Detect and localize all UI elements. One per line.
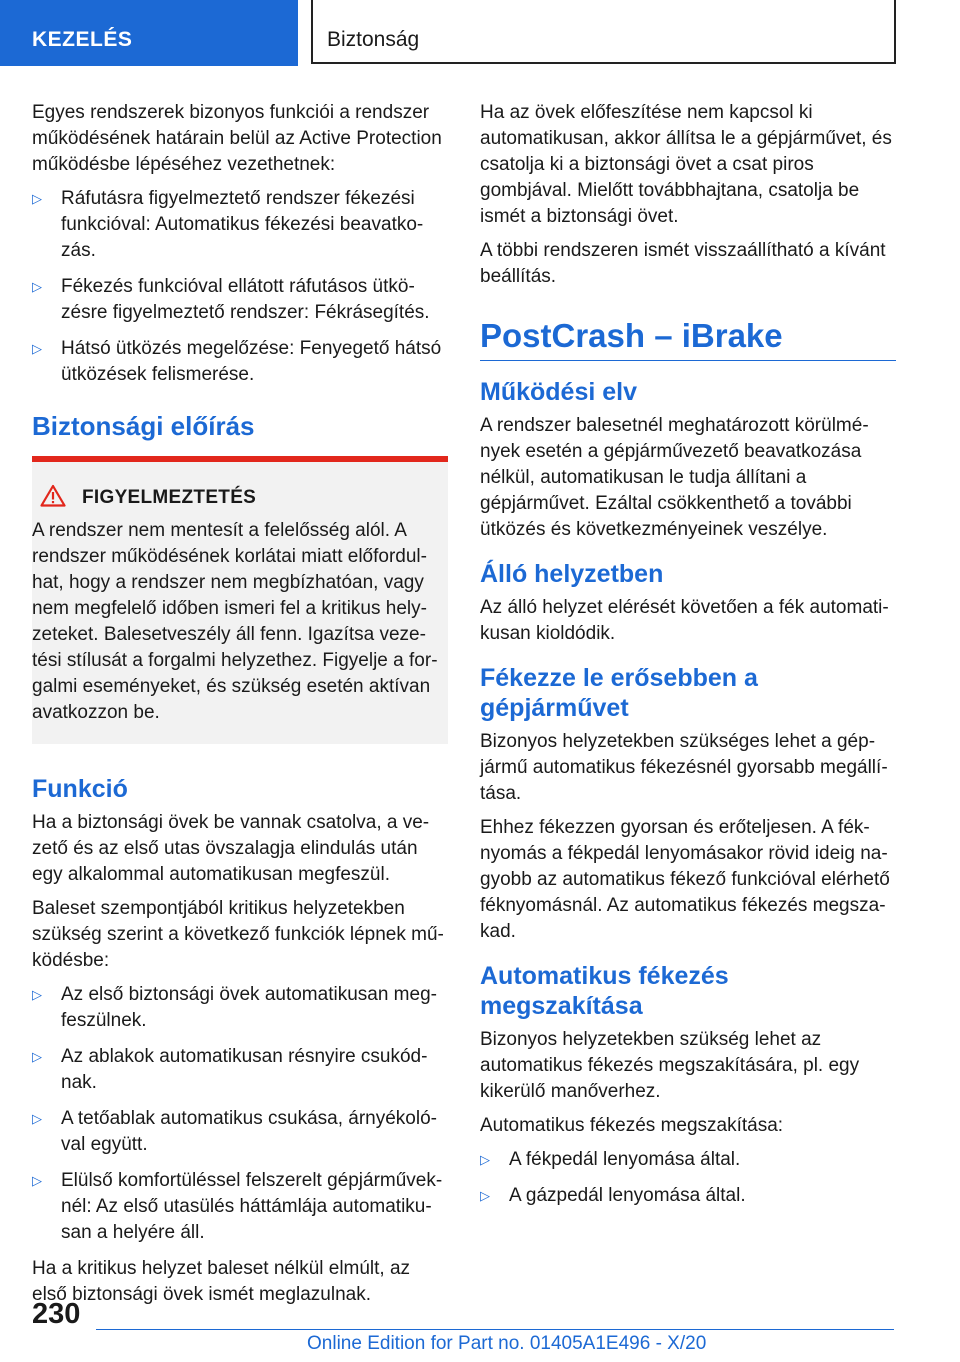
section-tab: KEZELÉS	[0, 0, 298, 66]
list-item: ▷ Elülső komfortüléssel felszerelt gépjárműveknél: Az első utasülés háttámlája automatikusan a helyére áll.	[32, 1170, 443, 1243]
function-list	[32, 982, 448, 1246]
list-item: ▷ A tetőablak automatikus csukása, árnyékolóval együtt.	[32, 1108, 437, 1155]
principle-heading: Működési elv	[480, 378, 637, 406]
triangle-right-icon: ▷	[32, 1111, 42, 1126]
triangle-right-icon: ▷	[32, 1049, 42, 1064]
triangle-right-icon: ▷	[32, 191, 42, 206]
triangle-right-icon: ▷	[32, 279, 42, 294]
function-heading: Funkció	[32, 775, 128, 803]
left-column	[32, 100, 448, 1316]
postcrash-heading: PostCrash – iBrake	[480, 316, 896, 361]
function-paragraph-1: Ha a biztonsági övek be vannak csatolva, a vezető és az első utas övszalagja elindulás után egy alkalommal automatikusan megfeszül.	[32, 812, 430, 885]
warning-text: A rendszer nem mentesít a felelősség alól. A rendszer működésének korlátai miatt előfordulhat, hogy a rendszer nem megbízhatóan, vagy nem megfelelő időben ismeri fel a kritikus helyzeteket. Balesetveszély áll fenn. Igazítsa vezetési stílusát a forgalmi helyzethez. Figyelje a forgalmi eseményeket, és szükség esetén aktívan avatkozzon be.	[32, 520, 438, 723]
principle-paragraph: A rendszer balesetnél meghatározott körülmények esetén a gépjárművezető beavatkozása nélkül, automatikusan le tudja állítani a gépjárművet. Ezáltal csökkenthető a további ütközés és következményeinek veszélye.	[480, 415, 869, 540]
page-number: 230	[32, 1298, 81, 1330]
page-header	[0, 0, 960, 66]
brake-harder-paragraph-1: Bizonyos helyzetekben szükséges lehet a gépjármű automatikus fékezésnél gyorsabb megállítása.	[480, 731, 888, 804]
standstill-paragraph: Az álló helyzet elérését követően a fék automatikusan kioldódik.	[480, 597, 889, 644]
list-item: ▷ Az első biztonsági övek automatikusan megfeszülnek.	[32, 984, 437, 1031]
triangle-right-icon: ▷	[480, 1152, 490, 1167]
list-item: ▷ Az ablakok automatikusan résnyire csukódnak.	[32, 1046, 428, 1093]
safety-heading: Biztonsági előírás	[32, 411, 255, 441]
brake-harder-paragraph-2: Ehhez fékezzen gyorsan és erőteljesen. A féknyomás a fékpedál lenyomásakor rövid ideig nagyobb az automatikus fékező funkcióval elérhető féknyomásnál. Az automatikus fékezés megszakad.	[480, 817, 890, 942]
interrupt-heading: Automatikus fékezés megszakítása	[480, 962, 729, 1020]
function-paragraph-3: Ha a kritikus helyzet baleset nélkül elmúlt, az első biztonsági övek ismét meglazulnak.	[32, 1258, 411, 1305]
intro-list	[32, 186, 448, 388]
interrupt-list	[480, 1147, 896, 1209]
triangle-right-icon: ▷	[480, 1188, 490, 1203]
reset-paragraph: A többi rendszeren ismét visszaállítható a kívánt beállítás.	[480, 240, 886, 287]
intro-paragraph: Egyes rendszerek bizonyos funkciói a rendszer működésének határain belül az Active Protection működésbe lépéséhez vezethetnek:	[32, 102, 442, 175]
warning-box	[32, 456, 448, 744]
list-item: ▷ Hátsó ütközés megelőzése: Fenyegető hátsó ütközések felismerése.	[32, 338, 442, 385]
warning-title: FIGYELMEZTETÉS	[82, 487, 257, 508]
triangle-right-icon: ▷	[32, 341, 42, 356]
right-column	[480, 100, 896, 1219]
pretension-paragraph: Ha az övek előfeszítése nem kapcsol ki automatikusan, akkor állítsa le a gépjárművet, és csatolja ki a biztonsági övet a csat piros gombjával. Mielőtt továbbhajtana, csatolja be ismét a biztonsági övet.	[480, 102, 892, 227]
function-paragraph-2: Baleset szempontjából kritikus helyzetekben szükség szerint a következő funkciók lépnek működésbe:	[32, 898, 444, 971]
interrupt-paragraph-1: Bizonyos helyzetekben szükség lehet az automatikus fékezés megszakítására, pl. egy kikerülő manőverhez.	[480, 1029, 860, 1102]
list-item: ▷ A gázpedál lenyomása által.	[480, 1183, 896, 1209]
brake-harder-heading: Fékezze le erősebben a gépjárművet	[480, 664, 758, 722]
triangle-right-icon: ▷	[32, 1173, 42, 1188]
interrupt-paragraph-2: Automatikus fékezés megszakítása:	[480, 1115, 784, 1136]
footer-divider	[96, 1329, 894, 1330]
warning-header	[40, 484, 438, 512]
warning-triangle-icon	[40, 484, 66, 512]
list-item: ▷ A fékpedál lenyomása által.	[480, 1147, 896, 1173]
triangle-right-icon: ▷	[32, 987, 42, 1002]
list-item: ▷ Ráfutásra figyelmeztető rendszer fékezési funkcióval: Automatikus fékezési beavatkozás.	[32, 188, 424, 261]
edition-text: Online Edition for Part no. 01405A1E496 - X/20	[307, 1333, 707, 1354]
list-item: ▷ Fékezés funkcióval ellátott ráfutásos ütközésre figyelmeztető rendszer: Fékrásegítés.	[32, 276, 430, 323]
standstill-heading: Álló helyzetben	[480, 560, 664, 588]
chapter-title: Biztonság	[311, 0, 896, 64]
